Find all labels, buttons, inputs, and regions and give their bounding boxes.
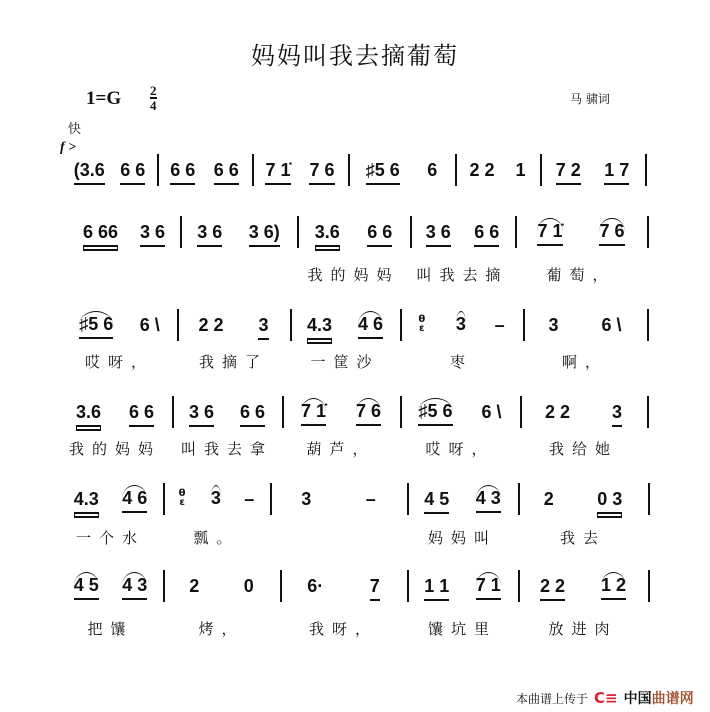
note-group: 1 — [515, 160, 526, 180]
lyric-text: 葫芦， — [306, 440, 376, 458]
lyric-text: 烤， — [198, 620, 245, 638]
barline — [177, 309, 179, 341]
mark-part: ε — [418, 323, 425, 334]
note-group: 6 6 — [170, 160, 195, 185]
note-group: 2 2 — [544, 402, 571, 422]
note-group: 7 1̇ — [301, 398, 326, 426]
lyric-text: 枣 — [449, 353, 473, 371]
logo-main: 中国 — [623, 691, 652, 707]
barline — [407, 570, 409, 602]
time-signature-top: 2 — [150, 83, 157, 98]
note-group: 3.6 — [315, 222, 340, 247]
note-group: 7 6 — [356, 398, 381, 426]
lyric-text: 我呀， — [308, 620, 378, 638]
note-group: 6 6 — [474, 222, 499, 247]
note-group: 3 — [456, 311, 466, 337]
barline — [647, 309, 649, 341]
note-group: 6 — [427, 160, 438, 180]
barline — [280, 570, 282, 602]
measure — [294, 315, 396, 343]
note-group: 2 — [543, 489, 554, 509]
note-group: 2 2 — [469, 160, 495, 180]
score-line — [0, 489, 710, 569]
lyric-text: 我的妈妈 — [68, 440, 161, 458]
lyric — [62, 618, 159, 640]
measure — [274, 489, 403, 517]
lyric — [404, 351, 519, 373]
mark-part: ε — [179, 497, 185, 508]
lyric — [527, 351, 643, 373]
measure — [181, 315, 286, 343]
measure — [72, 222, 176, 250]
note-group: 2 2 — [540, 576, 565, 601]
measure — [176, 402, 278, 430]
note-group: 3 6 — [426, 222, 451, 247]
measure — [301, 222, 406, 250]
note-group: – — [494, 315, 505, 335]
note-group: ♯5 6 — [79, 311, 113, 339]
barline — [647, 396, 649, 428]
measure — [184, 222, 293, 250]
note-group: 3 6 — [189, 402, 214, 427]
score-line — [0, 402, 710, 482]
measure — [524, 402, 643, 430]
lyric — [181, 351, 286, 373]
lyricist-credit: 马 骕词 — [570, 92, 610, 106]
note-group: 2 2 — [198, 315, 224, 335]
note-group: 6 \ — [601, 315, 622, 335]
lyric — [167, 527, 266, 549]
measure — [414, 222, 511, 250]
note-group: 3 6) — [249, 222, 280, 247]
note-group: 4 3 — [476, 485, 501, 513]
note-group: 7 1̇ — [265, 160, 290, 185]
note-group: 4 5 — [74, 572, 99, 600]
lyric — [167, 618, 276, 640]
note-group: 7 2 — [556, 160, 581, 185]
lyric-text: 馕坑里 — [427, 620, 497, 638]
barline — [520, 396, 522, 428]
barline — [157, 154, 159, 186]
note-group: 0 3 — [597, 489, 622, 514]
note-group: 6 66 — [83, 222, 118, 247]
measure — [66, 315, 173, 343]
barline — [648, 483, 650, 515]
measure — [286, 402, 396, 430]
barline — [400, 396, 402, 428]
meter-change-mark — [179, 489, 186, 507]
lyric — [66, 351, 173, 373]
measure — [459, 160, 536, 188]
lyric-text: 放进肉 — [548, 620, 618, 638]
note-group: 6· — [307, 576, 324, 596]
barline — [645, 154, 647, 186]
site-logo-icon: C≡ — [594, 689, 618, 707]
note-group: 7 6 — [599, 218, 624, 246]
note-group: 3 6 — [140, 222, 165, 247]
logo-accent: 曲谱网 — [651, 691, 694, 707]
measure — [62, 576, 159, 604]
lyric — [286, 438, 396, 460]
barline — [647, 216, 649, 248]
score-line — [0, 576, 710, 656]
note-group: 6 6 — [214, 160, 239, 185]
dynamic-marking: f > — [60, 140, 77, 155]
measure — [62, 402, 168, 430]
note-group: 6 6 — [240, 402, 265, 427]
barline — [297, 216, 299, 248]
lyric — [176, 438, 278, 460]
barline — [180, 216, 182, 248]
score-line — [0, 222, 710, 302]
note-group: 4 6 — [358, 311, 383, 339]
score-line — [0, 315, 710, 395]
note-group: 7 1̇ — [537, 218, 562, 246]
note-group: 4.3 — [307, 315, 332, 340]
barline — [282, 396, 284, 428]
barline — [518, 570, 520, 602]
measure — [411, 489, 514, 517]
lyric-text: 叫我去拿 — [180, 440, 273, 458]
measure — [284, 576, 403, 604]
lyric — [284, 618, 403, 640]
note-group: 4 6 — [122, 485, 147, 513]
note-group: 6 \ — [139, 315, 160, 335]
note-group: 3 — [211, 485, 221, 511]
measure — [544, 160, 641, 188]
lyric-text: 我去 — [559, 529, 606, 547]
lyric — [62, 438, 168, 460]
note-group: 6 6 — [120, 160, 145, 185]
measure — [404, 402, 516, 430]
barline — [270, 483, 272, 515]
measure — [66, 160, 153, 188]
barline — [515, 216, 517, 248]
lyric-text: 把馕 — [87, 620, 134, 638]
barline — [348, 154, 350, 186]
time-signature-bottom: 4 — [150, 98, 157, 113]
note-group: 6 6 — [367, 222, 392, 247]
barline — [163, 483, 165, 515]
lyric — [404, 438, 516, 460]
barline — [290, 309, 292, 341]
lyric-text: 哎呀， — [425, 440, 495, 458]
lyric-text: 我的妈妈 — [307, 266, 400, 284]
lyric — [519, 264, 643, 286]
measure — [411, 576, 514, 604]
note-group: 0 — [243, 576, 254, 596]
mark-part: θ — [418, 314, 426, 325]
lyric — [294, 351, 396, 373]
lyric — [522, 618, 644, 640]
note-group: 4.3 — [74, 489, 99, 514]
barline — [172, 396, 174, 428]
lyric-text: 哎呀， — [84, 353, 154, 371]
lyric-text: 葡萄， — [546, 266, 616, 284]
lyric-text: 啊， — [561, 353, 608, 371]
note-group: 3 — [548, 315, 559, 335]
lyric — [414, 264, 511, 286]
measure — [527, 315, 643, 343]
note-group: – — [244, 489, 255, 509]
lyric — [62, 527, 159, 549]
measure — [167, 489, 266, 517]
note-group: 2 — [189, 576, 200, 596]
lyric-text: 妈妈叫 — [427, 529, 497, 547]
site-logo-text — [624, 688, 694, 708]
note-group: ♯5 6 — [418, 398, 452, 426]
barline — [400, 309, 402, 341]
lyric-text: 我给她 — [548, 440, 618, 458]
note-group: 1 1 — [424, 576, 449, 601]
note-group: 3 6 — [197, 222, 222, 247]
lyric — [411, 618, 514, 640]
lyric — [522, 527, 644, 549]
note-group: 7 — [370, 576, 380, 601]
measure — [167, 576, 276, 604]
measure — [352, 160, 451, 188]
note-group: 4 5 — [424, 489, 449, 514]
measure — [404, 315, 519, 343]
lyric-text: 一个水 — [75, 529, 145, 547]
measure — [161, 160, 248, 188]
note-group: (3.6 — [74, 160, 105, 185]
note-group: 1 2 — [601, 572, 626, 600]
lyric — [524, 438, 643, 460]
score-title: 妈妈叫我去摘葡萄 — [251, 42, 459, 70]
footer-text: 本曲谱上传于 — [516, 691, 589, 706]
note-group: 7 1 — [476, 572, 501, 600]
lyric-text: 我摘了 — [198, 353, 268, 371]
measure — [519, 222, 643, 250]
key-signature: 1=G — [86, 88, 122, 109]
lyric — [301, 264, 406, 286]
barline — [252, 154, 254, 186]
barline — [455, 154, 457, 186]
lyric — [411, 527, 514, 549]
barline — [518, 483, 520, 515]
note-group: 3.6 — [76, 402, 101, 427]
time-signature — [150, 84, 157, 112]
barline — [163, 570, 165, 602]
note-group: ♯5 6 — [366, 160, 400, 185]
barline — [523, 309, 525, 341]
barline — [410, 216, 412, 248]
note-group: 6 \ — [481, 402, 502, 422]
lyric-text: 一筐沙 — [310, 353, 380, 371]
meter-change-mark — [418, 315, 425, 333]
measure — [62, 489, 159, 517]
barline — [407, 483, 409, 515]
note-group: 3 — [612, 402, 622, 427]
measure — [522, 489, 644, 517]
note-group: 6 6 — [129, 402, 154, 427]
note-group: 3 — [258, 315, 268, 340]
mark-part: θ — [178, 488, 186, 499]
lyric-text: 叫我去摘 — [416, 266, 509, 284]
note-group: 3 — [301, 489, 312, 509]
tempo-marking: 快 — [68, 122, 82, 137]
lyric-text: 瓢。 — [193, 529, 240, 547]
barline — [540, 154, 542, 186]
note-group: 4 3 — [122, 572, 147, 600]
note-group: 1 7 — [604, 160, 629, 185]
footer-watermark — [516, 688, 694, 708]
measure — [522, 576, 644, 604]
note-group: – — [365, 489, 376, 509]
barline — [648, 570, 650, 602]
note-group: 7 6 — [309, 160, 334, 185]
measure — [256, 160, 344, 188]
